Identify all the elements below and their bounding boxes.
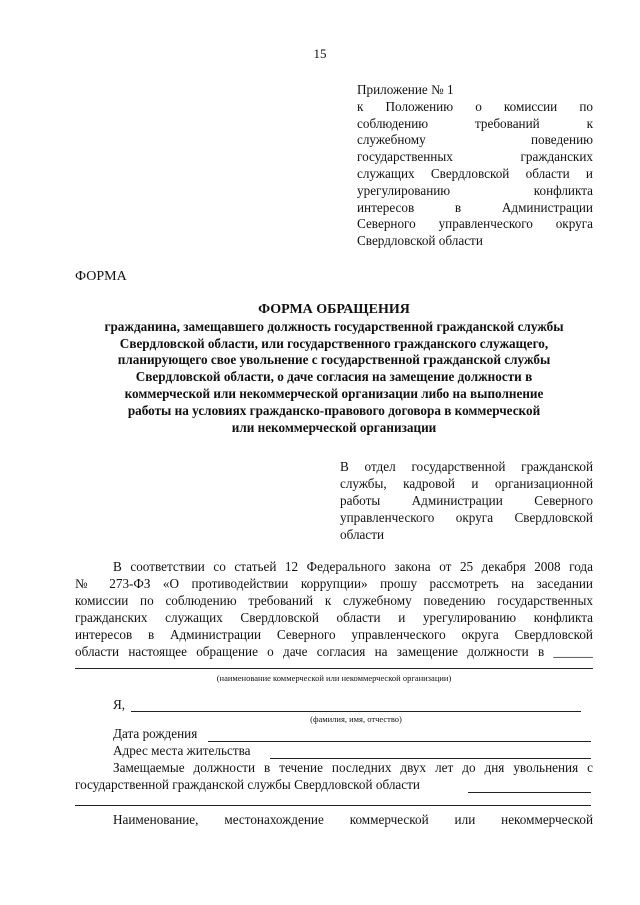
appendix-line: служебному поведению xyxy=(357,132,593,148)
appendix-line: к Положению о комиссии по xyxy=(357,98,593,114)
appendix-line: Северного управленческого округа xyxy=(357,216,593,232)
addressee-line: службы, кадровой и организационной xyxy=(340,476,593,491)
appendix-line: служащих Свердловской области и xyxy=(357,165,593,181)
title-line: или некоммерческой организации xyxy=(231,419,437,435)
appendix-line: Приложение № 1 xyxy=(357,82,454,97)
addressee-block xyxy=(340,458,593,543)
ya-label: Я, xyxy=(113,697,126,712)
organization-caption: (наименование коммерческой или некоммерческой организации) xyxy=(216,673,452,683)
title-line: Свердловской области, или государственного гражданского служащего, xyxy=(119,335,549,351)
title-line: планирующего свое увольнение с государственной гражданской службы xyxy=(117,352,551,368)
appendix-line: Свердловской области xyxy=(357,233,483,249)
body-line: области настоящее обращение о даче согласия на замещение должности в ______ xyxy=(75,644,593,659)
title-line: работы на условиях гражданско-правового договора в коммерческой xyxy=(127,402,541,418)
form-title xyxy=(68,302,600,436)
appendix-line: интересов в Администрации xyxy=(357,199,593,215)
appendix-line: государственных гражданских xyxy=(357,149,593,165)
body-line: В соответствии со статьей 12 Федерального закона от 25 декабря 2008 года xyxy=(113,559,593,574)
positions-line[interactable] xyxy=(468,792,591,793)
appendix-block xyxy=(357,82,593,250)
name-location-label: Наименование, местонахождение коммерческой или некоммерческой xyxy=(113,812,593,827)
addressee-line: управленческого округа Свердловской xyxy=(340,510,593,525)
addressee-line: В отдел государственной гражданской xyxy=(340,459,593,474)
title-line: Свердловской области, о даче согласия на замещение должности в xyxy=(135,369,533,385)
address-label: Адрес места жительства xyxy=(113,743,251,758)
body-line: комиссии по соблюдению требований к служебному поведению государственных xyxy=(75,593,593,608)
form-heading: ФОРМА ОБРАЩЕНИЯ xyxy=(258,302,410,317)
positions-label-cont: государственной гражданской службы Свердловской области xyxy=(75,777,420,792)
body-line: гражданских служащих Свердловской области и урегулированию конфликта xyxy=(75,610,593,625)
body-paragraph xyxy=(75,558,593,660)
fio-caption: (фамилия, имя, отчество) xyxy=(310,714,402,724)
positions-label: Замещаемые должности в течение последних двух лет до дня увольнения с xyxy=(113,760,593,775)
birth-date-label: Дата рождения xyxy=(113,726,198,741)
organization-line[interactable] xyxy=(75,668,593,669)
form-label: ФОРМА xyxy=(75,269,127,284)
title-line: гражданина, замещавшего должность государственной гражданской службы xyxy=(104,318,564,334)
addressee-line: работы Администрации Северного xyxy=(340,493,593,508)
addressee-line: области xyxy=(340,527,385,542)
birth-date-line[interactable] xyxy=(208,741,591,742)
fio-line[interactable] xyxy=(131,711,581,712)
appendix-line: урегулированию конфликта xyxy=(357,182,593,198)
address-line[interactable] xyxy=(270,758,591,759)
positions-line-2[interactable] xyxy=(75,805,591,806)
title-line: коммерческой или некоммерческой организации либо на выполнение xyxy=(124,385,544,401)
body-line: № 273-ФЗ «О противодействии коррупции» прошу рассмотреть на заседании xyxy=(75,576,593,591)
page-number: 15 xyxy=(313,46,327,61)
body-line: интересов в Администрации Северного управленческого округа Свердловской xyxy=(75,627,593,642)
appendix-line: соблюдению требований к xyxy=(357,115,593,131)
